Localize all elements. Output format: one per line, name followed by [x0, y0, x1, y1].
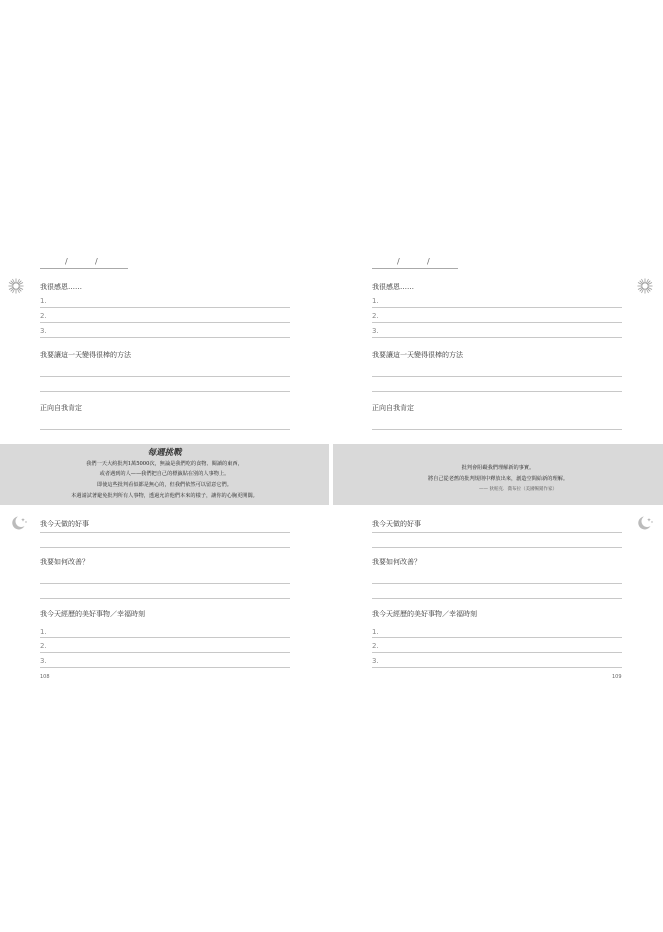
affirmation-title: 正向自我肯定	[372, 404, 414, 412]
good-deed-line-2[interactable]	[40, 547, 290, 548]
better-day-line-2[interactable]	[372, 391, 622, 392]
grateful-item-number: 2.	[372, 312, 379, 320]
grateful-line-1[interactable]	[372, 307, 622, 308]
grateful-item-number: 2.	[40, 312, 47, 320]
sun-icon	[8, 278, 24, 294]
grateful-item-number: 3.	[372, 327, 379, 335]
good-things-title: 我今天經歷的美好事物／幸福時刻	[372, 610, 477, 618]
challenge-title: 每週挑戰	[147, 448, 182, 458]
challenge-line: 即使這些批判看似都是無心的，但我們依然可以留意它們。	[97, 482, 232, 488]
page-number: 108	[40, 674, 50, 680]
grateful-line-2[interactable]	[372, 322, 622, 323]
grateful-line-2[interactable]	[40, 322, 290, 323]
grateful-item-number: 1.	[372, 297, 379, 305]
good-deed-title: 我今天做的好事	[372, 520, 421, 528]
good-things-line-3[interactable]	[372, 667, 622, 668]
challenge-line: 或者遇到的人——我們把自己的標籤貼在別的人事物上。	[99, 471, 230, 477]
grateful-title: 我很感恩……	[40, 283, 82, 291]
grateful-title: 我很感恩……	[372, 283, 414, 291]
challenge-line: 本週請試著避免批判所有人事物，透過允許他們本來的樣子，讓你的心胸更開闊。	[71, 493, 258, 499]
affirmation-line[interactable]	[40, 429, 290, 430]
good-things-item-number: 3.	[372, 657, 379, 665]
improve-line-1[interactable]	[372, 583, 622, 584]
good-things-item-number: 2.	[372, 642, 379, 650]
better-day-line-1[interactable]	[372, 376, 622, 377]
date-field[interactable]: / /	[372, 256, 458, 269]
good-things-line-2[interactable]	[372, 652, 622, 653]
good-things-item-number: 2.	[40, 642, 47, 650]
affirmation-line[interactable]	[372, 429, 622, 430]
improve-line-2[interactable]	[372, 598, 622, 599]
sun-icon	[637, 278, 653, 294]
affirmation-title: 正向自我肯定	[40, 404, 82, 412]
good-deed-line-2[interactable]	[372, 547, 622, 548]
improve-line-1[interactable]	[40, 583, 290, 584]
grateful-item-number: 1.	[40, 297, 47, 305]
good-things-title: 我今天經歷的美好事物／幸福時刻	[40, 610, 145, 618]
good-things-item-number: 1.	[40, 628, 47, 636]
improve-title: 我要如何改善？	[372, 558, 421, 566]
good-things-item-number: 1.	[372, 628, 379, 636]
better-day-line-2[interactable]	[40, 391, 290, 392]
quote-line: 將自己從老舊的批判規則中釋放出來，創造空間給新的理解。	[427, 476, 569, 482]
page-number: 109	[612, 674, 622, 680]
grateful-line-1[interactable]	[40, 307, 290, 308]
good-deed-title: 我今天做的好事	[40, 520, 89, 528]
moon-icon	[636, 515, 654, 531]
grateful-line-3[interactable]	[40, 337, 290, 338]
good-things-line-3[interactable]	[40, 667, 290, 668]
improve-line-2[interactable]	[40, 598, 290, 599]
better-day-title: 我要讓這一天變得很棒的方法	[372, 351, 463, 359]
better-day-line-1[interactable]	[40, 376, 290, 377]
quote-line: 批判會阻礙我們理解新的事實。	[461, 465, 535, 471]
good-deed-line-1[interactable]	[372, 532, 622, 533]
date-field[interactable]: / /	[40, 256, 128, 269]
good-deed-line-1[interactable]	[40, 532, 290, 533]
good-things-item-number: 3.	[40, 657, 47, 665]
quote-attribution: —— 狄帕克．喬布拉（美國暢銷作家）	[479, 487, 557, 492]
good-things-line-2[interactable]	[40, 652, 290, 653]
good-things-line-1[interactable]	[40, 637, 290, 638]
moon-icon	[10, 515, 28, 531]
grateful-line-3[interactable]	[372, 337, 622, 338]
grateful-item-number: 3.	[40, 327, 47, 335]
improve-title: 我要如何改善？	[40, 558, 89, 566]
challenge-line: 我們一天大約批判1萬5000次，無論是我們吃的食物、閱讀的東西，	[86, 461, 243, 467]
good-things-line-1[interactable]	[372, 637, 622, 638]
better-day-title: 我要讓這一天變得很棒的方法	[40, 351, 131, 359]
